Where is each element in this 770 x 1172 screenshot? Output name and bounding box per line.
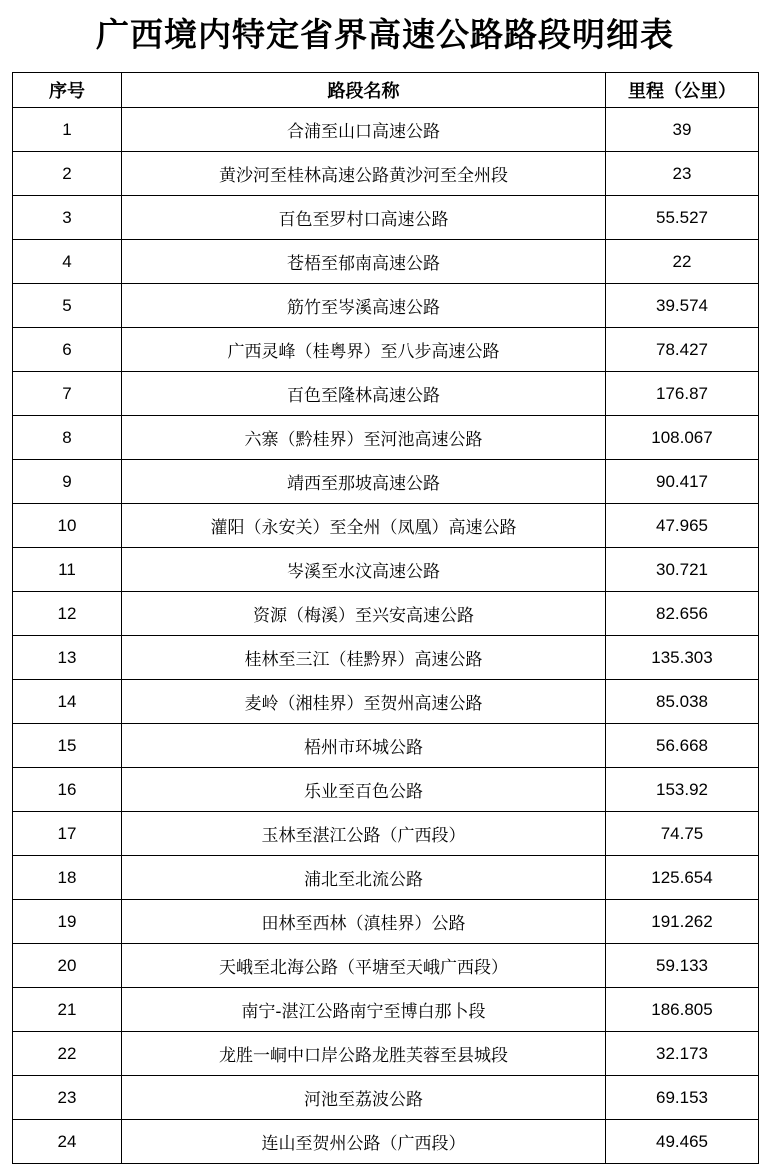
row-road-name: 浦北至北流公路 — [122, 856, 606, 900]
row-road-name: 河池至荔波公路 — [122, 1076, 606, 1120]
table-row — [13, 416, 759, 460]
row-length: 39.574 — [606, 284, 759, 328]
row-index: 4 — [13, 240, 122, 284]
row-road-name: 六寨（黔桂界）至河池高速公路 — [122, 416, 606, 460]
row-length: 82.656 — [606, 592, 759, 636]
row-road-name: 田林至西林（滇桂界）公路 — [122, 900, 606, 944]
table-row — [13, 196, 759, 240]
row-index: 6 — [13, 328, 122, 372]
row-index: 21 — [13, 988, 122, 1032]
table-row — [13, 1076, 759, 1120]
row-length: 59.133 — [606, 944, 759, 988]
row-index: 16 — [13, 768, 122, 812]
table-row — [13, 900, 759, 944]
row-road-name: 麦岭（湘桂界）至贺州高速公路 — [122, 680, 606, 724]
row-index: 18 — [13, 856, 122, 900]
row-index: 20 — [13, 944, 122, 988]
table-row — [13, 152, 759, 196]
row-road-name: 合浦至山口高速公路 — [122, 108, 606, 152]
row-length: 32.173 — [606, 1032, 759, 1076]
table-row — [13, 284, 759, 328]
row-index: 3 — [13, 196, 122, 240]
row-road-name: 百色至罗村口高速公路 — [122, 196, 606, 240]
row-length: 176.87 — [606, 372, 759, 416]
row-index: 9 — [13, 460, 122, 504]
row-road-name: 苍梧至郁南高速公路 — [122, 240, 606, 284]
table-row — [13, 768, 759, 812]
row-road-name: 天峨至北海公路（平塘至天峨广西段） — [122, 944, 606, 988]
row-road-name: 南宁-湛江公路南宁至博白那卜段 — [122, 988, 606, 1032]
row-index: 7 — [13, 372, 122, 416]
row-index: 10 — [13, 504, 122, 548]
row-length: 39 — [606, 108, 759, 152]
row-length: 56.668 — [606, 724, 759, 768]
row-road-name: 桂林至三江（桂黔界）高速公路 — [122, 636, 606, 680]
row-length: 186.805 — [606, 988, 759, 1032]
table-row — [13, 1120, 759, 1164]
row-length: 74.75 — [606, 812, 759, 856]
row-road-name: 岑溪至水汶高速公路 — [122, 548, 606, 592]
row-road-name: 广西灵峰（桂粤界）至八步高速公路 — [122, 328, 606, 372]
column-header-length: 里程（公里） — [606, 73, 759, 108]
table-row — [13, 108, 759, 152]
table-row — [13, 328, 759, 372]
row-road-name: 乐业至百色公路 — [122, 768, 606, 812]
row-length: 191.262 — [606, 900, 759, 944]
row-length: 125.654 — [606, 856, 759, 900]
table-row — [13, 504, 759, 548]
row-road-name: 百色至隆林高速公路 — [122, 372, 606, 416]
table-row — [13, 812, 759, 856]
row-road-name: 灌阳（永安关）至全州（凤凰）高速公路 — [122, 504, 606, 548]
row-length: 69.153 — [606, 1076, 759, 1120]
table-row — [13, 592, 759, 636]
row-road-name: 黄沙河至桂林高速公路黄沙河至全州段 — [122, 152, 606, 196]
row-road-name: 连山至贺州公路（广西段） — [122, 1120, 606, 1164]
row-index: 13 — [13, 636, 122, 680]
row-index: 5 — [13, 284, 122, 328]
row-index: 1 — [13, 108, 122, 152]
row-length: 153.92 — [606, 768, 759, 812]
page-title: 广西境内特定省界高速公路路段明细表 — [96, 15, 674, 54]
table-row — [13, 856, 759, 900]
row-index: 14 — [13, 680, 122, 724]
row-length: 85.038 — [606, 680, 759, 724]
row-road-name: 梧州市环城公路 — [122, 724, 606, 768]
table-row — [13, 1032, 759, 1076]
row-length: 23 — [606, 152, 759, 196]
table-row — [13, 548, 759, 592]
table-header-row — [13, 73, 759, 108]
row-index: 24 — [13, 1120, 122, 1164]
table-row — [13, 460, 759, 504]
row-road-name: 玉林至湛江公路（广西段） — [122, 812, 606, 856]
row-index: 17 — [13, 812, 122, 856]
row-length: 30.721 — [606, 548, 759, 592]
row-length: 90.417 — [606, 460, 759, 504]
row-length: 135.303 — [606, 636, 759, 680]
highway-section-table — [12, 72, 759, 1164]
table-row — [13, 988, 759, 1032]
row-index: 19 — [13, 900, 122, 944]
row-length: 78.427 — [606, 328, 759, 372]
row-index: 22 — [13, 1032, 122, 1076]
column-header-name: 路段名称 — [122, 73, 606, 108]
row-index: 11 — [13, 548, 122, 592]
row-road-name: 靖西至那坡高速公路 — [122, 460, 606, 504]
row-index: 15 — [13, 724, 122, 768]
table-row — [13, 372, 759, 416]
row-index: 2 — [13, 152, 122, 196]
row-length: 22 — [606, 240, 759, 284]
row-road-name: 龙胜一峒中口岸公路龙胜芙蓉至县城段 — [122, 1032, 606, 1076]
row-road-name: 筋竹至岑溪高速公路 — [122, 284, 606, 328]
table-row — [13, 944, 759, 988]
row-length: 47.965 — [606, 504, 759, 548]
row-index: 23 — [13, 1076, 122, 1120]
table-row — [13, 724, 759, 768]
row-index: 12 — [13, 592, 122, 636]
table-row — [13, 636, 759, 680]
row-road-name: 资源（梅溪）至兴安高速公路 — [122, 592, 606, 636]
table-row — [13, 680, 759, 724]
row-index: 8 — [13, 416, 122, 460]
row-length: 49.465 — [606, 1120, 759, 1164]
column-header-index: 序号 — [13, 73, 122, 108]
row-length: 108.067 — [606, 416, 759, 460]
row-length: 55.527 — [606, 196, 759, 240]
table-row — [13, 240, 759, 284]
